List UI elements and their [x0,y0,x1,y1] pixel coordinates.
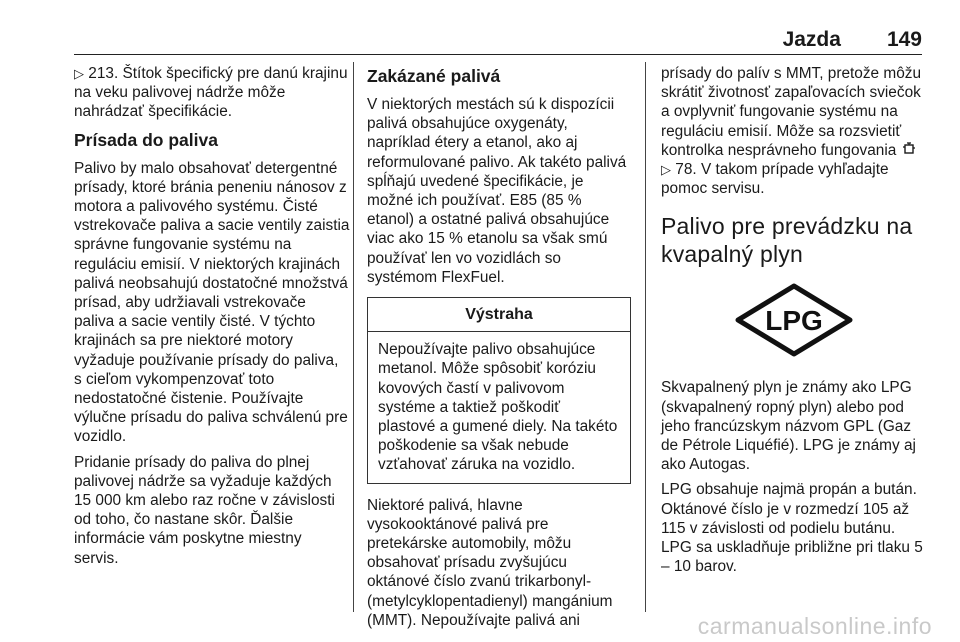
page-number: 149 [886,28,922,51]
column-separator [645,62,646,612]
section-heading-fuel-additive: Prísada do paliva [74,129,218,150]
page-reference-link[interactable]: 78 [675,161,693,179]
warning-box [367,297,631,484]
body-paragraph: Palivo by malo obsahovať detergentné prísady, ktoré bránia peneniu nánosov z motora a palivového systému. Čisté vstrekovače paliva a sacie ventily zaistia správne fungovanie systému na reguláciu emisií. V niektorých krajinách palivá neobsahujú dostatočné množstvá prísad, aby udržiavali vstrekovače paliva a sacie ventily čisté. V týchto krajinách sa pre niektoré motory vyžaduje používanie prísady do paliva, s cieľom vykompenzovať toto nedostatočné čistenie. Používajte výlučne prísadu do paliva schválenú pre vozidlo. [74,159,350,446]
column-left [74,64,350,574]
mil-text: prísady do palív s MMT, pretože môžu skrátiť životnosť zapaľovacích sviečok a ovplyvniť fungovanie systému na reguláciu emisií. Môže sa rozsvietiť kontrolka nesprávneho fungovania [661,65,922,159]
intro-paragraph [74,64,350,122]
watermark: carmanualsonline.info [697,613,932,639]
intro-text: . Štítok špecifický pre danú krajinu na veku palivovej nádrže môže nahrádzať špecifikácie. [74,65,348,121]
body-paragraph: Pridanie prísady do paliva do plnej palivovej nádrže sa vyžaduje každých 15 000 km alebo raz ročne v závislosti od toho, čo nastane skôr. Ďalšie informácie vám poskytne miestny servis. [74,453,335,567]
page-reference-link[interactable]: 213 [88,65,114,82]
warning-text: Nepoužívajte palivo obsahujúce metanol. Môže spôsobiť koróziu kovových častí v palivovom systéme a taktiež poškodiť plastové a gumené diely. Na takéto poškodenie sa však nebude vzťahovať záruka na vozidlo. [378,341,618,474]
page-reference-arrow-icon: ▷ [74,66,84,81]
body-paragraph: Skvapalnený plyn je známy ako LPG (skvapalnený ropný plyn) alebo pod jeho francúzskym názvom GPL (Gaz de Pétrole Liquéfié). LPG je známy aj ako Autogas. [661,379,916,474]
malfunction-indicator-lamp-icon [901,142,917,156]
body-paragraph: LPG obsahuje najmä propán a bután. Oktánové číslo je v rozmedzí 105 až 115 v závislosti od podielu butánu. LPG sa uskladňuje približne pri tlaku 5 – 10 barov. [661,481,923,576]
warning-title: Výstraha [368,298,630,332]
section-heading-lpg: Palivo pre prevádzku na kvapalný plyn [661,213,913,268]
column-right [661,64,927,582]
body-text: . V takom prípade vyhľadajte pomoc servisu. [661,161,889,198]
lpg-symbol-container [661,282,927,358]
column-middle [367,64,631,636]
body-paragraph [661,64,927,198]
body-paragraph: V niektorých mestách sú k dispozícii palivá obsahujúce oxygenáty, napríklad étery a etanol, ako aj reformulované palivo. Ak takéto palivá spĺňajú uvedené špecifikácie, je možné ich používať. E85 (85 % etanol) a ostatné palivá obsahujúce viac ako 15 % etanolu sa však smú používať len vo vozidlách so systémom FlexFuel. [367,96,627,286]
body-paragraph: Niektoré palivá, hlavne vysokooktánové palivá pre pretekárske automobily, môžu obsahovať prísadu zvyšujúcu oktánové číslo zvanú trikarbonyl-(metylcyklopentadienyl) mangánium (MMT). Nepoužívajte palivá ani [367,496,613,629]
lpg-diamond-symbol [732,282,856,358]
lpg-label: LPG [765,305,823,337]
page-reference-arrow-icon: ▷ [661,162,671,178]
section-heading-prohibited-fuels: Zakázané palivá [367,66,501,86]
section-title: Jazda [782,28,841,51]
column-separator [353,62,354,612]
header-rule [74,54,922,55]
page-header [783,28,922,52]
